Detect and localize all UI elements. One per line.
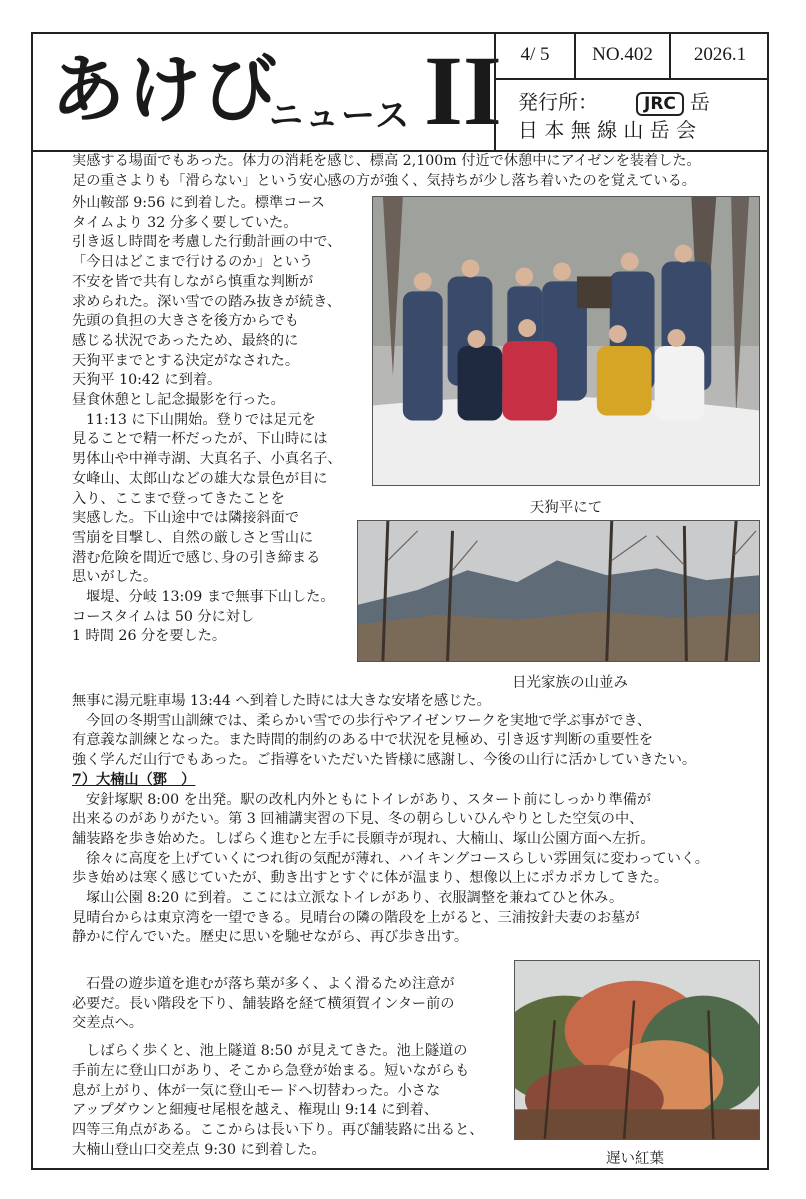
- text-line: 手前左に登山口があり、そこから急登が始まる。短いながらも: [72, 1062, 470, 1079]
- issue-number: NO.402: [574, 32, 669, 78]
- text-line: 11:13 に下山開始。登りでは足元を: [86, 411, 316, 428]
- publisher-badge-suffix: 岳: [689, 90, 710, 114]
- text-line: 引き返し時間を考慮した行動計画の中で、: [72, 234, 342, 251]
- text-line: 息が上がり、体が一気に登山モードへ切替わった。小さな: [72, 1082, 441, 1099]
- text-line: しばらく歩くと、池上隧道 8:50 が見えてきた。池上隧道の: [86, 1043, 468, 1060]
- text-line: 不安を皆で共有しながら慎重な判断が: [72, 273, 314, 290]
- text-line: 昼食休憩とし記念撮影を行った。: [72, 392, 285, 409]
- text-block-top: [72, 152, 701, 191]
- text-block-left-1: [72, 194, 342, 647]
- newsletter-header: [31, 32, 769, 152]
- text-line: 求められた。深い雪での踏み抜きが続き、: [72, 293, 341, 310]
- text-line: 入り、ここまで登ってきたことを: [72, 490, 285, 507]
- mountains-photo-image: [358, 521, 759, 661]
- text-line: 足の重さよりも「滑らない」という安心感の方が強く、気持ちが少し落ち着いたのを覚えている。: [72, 172, 696, 189]
- text-line: タイムより 32 分多く要していた。: [72, 214, 298, 231]
- text-line: 今回の冬期雪山訓練では、柔らかい雪での歩行やアイゼンワークを実地で学ぶ事ができ、: [86, 712, 652, 729]
- issue-info-box: [494, 32, 769, 152]
- text-line: 天狗平までとする決定がなされた。: [72, 352, 300, 369]
- publisher-name: 日 本 無 線 山 岳 会: [518, 118, 697, 142]
- issue-date: 2026.1: [669, 32, 769, 78]
- autumn-photo-caption: 遅い紅葉: [606, 1151, 664, 1167]
- text-block-conclusion: [72, 692, 709, 948]
- group-photo-image: [373, 197, 759, 485]
- section-heading: 7）大楠山（鄧 ）: [72, 771, 196, 788]
- text-line: 見晴台からは東京湾を一望できる。見晴台の隣の階段を上がると、三浦按針夫妻のお墓が: [72, 909, 640, 926]
- text-line: 堰堤、分岐 13:09 まで無事下山した。: [86, 589, 335, 606]
- autumn-photo: [514, 960, 760, 1140]
- text-line: 徐々に高度を上げていくにつれ街の気配が薄れ、ハイキングコースらしい雰囲気に変わっていく。: [86, 850, 709, 867]
- publisher-block: [518, 88, 710, 144]
- text-line: 潜む危険を間近で感じ､身の引き締まる: [72, 549, 321, 566]
- text-line: 出来るのがありがたい。第 3 回補講実習の下見、冬の朝らしいひんやりとした空気の中、: [72, 811, 644, 828]
- text-line: 先頭の負担の大きさを後方からでも: [72, 313, 299, 330]
- text-line: 感じる状況であったため、最終的に: [72, 332, 299, 349]
- group-photo-caption: 天狗平にて: [529, 500, 603, 516]
- text-line: 外山鞍部 9:56 に到着した。標準コース: [72, 195, 325, 211]
- publisher-label: 発行所：: [518, 90, 598, 114]
- page-number: 4/ 5: [520, 44, 550, 65]
- text-line: 男体山や中禅寺湖、大真名子、小真名子、: [72, 451, 342, 468]
- autumn-photo-image: [515, 961, 759, 1139]
- issue-info-row: [496, 32, 769, 80]
- text-line: コースタイムは 50 分に対し: [72, 608, 255, 625]
- mountains-photo: [357, 520, 760, 662]
- text-line: 女峰山、太郎山などの雄大な景色が目に: [72, 470, 328, 487]
- paragraph-gap: [72, 1034, 483, 1042]
- logo-subtitle: ニュース: [269, 96, 412, 136]
- text-line: 有意義な訓練となった。また時間的制約のある中で状況を見極め、引き返す判断の重要性を: [72, 732, 654, 749]
- text-line: 必要だ。長い階段を下り、舗装路を経て横須賀インター前の: [72, 995, 455, 1012]
- text-line: 天狗平 10:42 に到着。: [72, 372, 222, 389]
- text-line: 見ることで精一杯だったが、下山時には: [72, 431, 328, 448]
- text-line: 交差点へ。: [72, 1015, 143, 1032]
- jrc-badge: JRC: [636, 92, 684, 116]
- logo-volume-numeral: II: [424, 35, 502, 146]
- text-line: 1 時間 26 分を要した。: [72, 628, 227, 645]
- text-line: 強く学んだ山行でもあった。ご指導をいただいた皆様に感謝し、今後の山行に活かしていきたい。: [72, 752, 697, 769]
- logo-title: あけび: [51, 47, 279, 133]
- text-line: 石畳の遊歩道を進むが落ち葉が多く、よく滑るため注意が: [86, 976, 455, 992]
- text-line: アップダウンと細痩せ尾根を越え、権現山 9:14 に到着、: [72, 1102, 439, 1119]
- text-line: 思いがした。: [72, 569, 158, 586]
- text-line: 雪崩を目撃し、自然の厳しさと雪山に: [72, 529, 314, 546]
- text-line: 大楠山登山口交差点 9:30 に到着した。: [72, 1141, 326, 1158]
- group-photo: [372, 196, 760, 486]
- mountains-photo-caption: 日光家族の山並み: [512, 675, 628, 691]
- text-line: 安針塚駅 8:00 を出発。駅の改札内外ともにトイレがあり、スタート前にしっかり準備が: [86, 791, 652, 808]
- text-line: 実感する場面でもあった。体力の消耗を感じ、標高 2,100m 付近で休憩中にアイゼンを装着した。: [72, 153, 701, 169]
- text-line: 「今日はどこまで行けるのか」という: [72, 254, 314, 271]
- text-line: 塚山公園 8:20 に到着。ここには立派なトイレがあり、衣服調整を兼ねてひと休み。: [86, 890, 624, 907]
- text-line: 舗装路を歩き始めた。しばらく進むと左手に長願寺が現れ、大楠山、塚山公園方面へ左折。: [72, 830, 655, 847]
- text-line: 歩き始めは寒く感じていたが、動き出すとすぐに体が温まり、想像以上にポカポカしてきた。: [72, 870, 668, 887]
- text-line: 静かに佇んでいた。歴史に思いを馳せながら、再び歩き出す。: [72, 929, 469, 946]
- text-line: 無事に湯元駐車場 13:44 へ到着した時には大きな安堵を感じた。: [72, 693, 491, 709]
- text-line: 実感した。下山途中では隣接斜面で: [72, 510, 300, 527]
- text-block-left-bottom: [72, 975, 483, 1160]
- text-line: 四等三角点がある。ここからは長い下り。再び舗装路に出ると、: [72, 1121, 484, 1138]
